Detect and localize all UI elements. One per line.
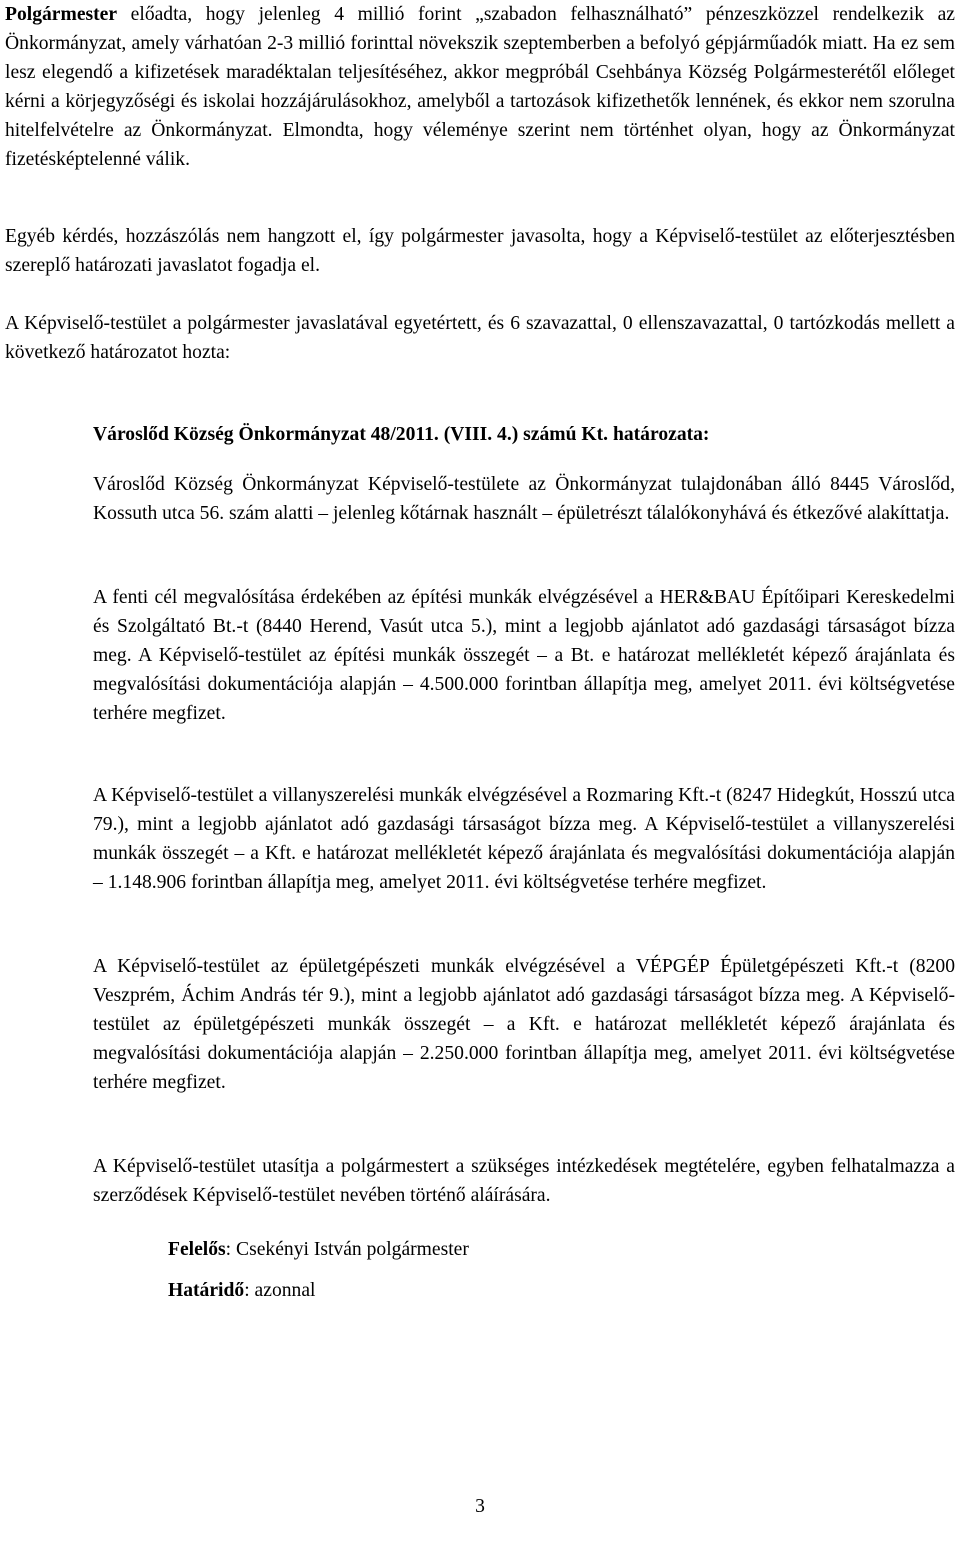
- responsible-line: [168, 1235, 469, 1264]
- page-number: 3: [475, 1496, 485, 1517]
- paragraph-mayor-text: előadta, hogy jelenleg 4 millió forint „szabadon felhasználható” pénzeszközzel rendelkezik az Önkormányzat, amely várhatóan 2-3 millió forinttal növekszik szeptemberben a befolyó gépjárműadók miatt. Ha ez sem lesz elegendő a kifizetések maradéktalan teljesítéséhez, akkor megpróbál Csehbánya Község Polgármesterétől előleget kérni a körjegyzőségi és iskolai hozzájárulásokhoz, amelyből a tartozások kifizethetők lennének, és ekkor nem szorulna hitelfelvételre az Önkormányzat. Elmondta, hogy véleménye szerint nem történhet olyan, hogy az Önkormányzat fizetésképtelenné válik.: [5, 4, 955, 170]
- resolution-paragraph-3: A Képviselő-testület a villanyszerelési munkák elvégzésével a Rozmaring Kft.-t (8247 Hidegkút, Hosszú utca 79.), mint a legjobb ajánlatot adó gazdasági társaságot bízza meg. A Képviselő-testület a villanyszerelési munkák összegét – a Kft. e határozat mellékletét képező árajánlata és megvalósítási dokumentációja alapján – 1.148.906 forintban állapítja meg, amelyet 2011. évi költségvetése terhére megfizet.: [93, 785, 955, 893]
- paragraph-vote: A Képviselő-testület a polgármester javaslatával egyetértett, és 6 szavazattal, 0 ellenszavazattal, 0 tartózkodás mellett a következő határozatot hozta:: [5, 313, 955, 363]
- resolution-paragraph-5: A Képviselő-testület utasítja a polgármestert a szükséges intézkedések megtételére, egyben felhatalmazza a szerződések Képviselő-testület nevében történő aláírására.: [93, 1156, 955, 1206]
- paragraph-mayor-report: [5, 0, 955, 174]
- responsible-label: Felelős: [168, 1239, 226, 1260]
- resolution-paragraph-2: A fenti cél megvalósítása érdekében az építési munkák elvégzésével a HER&BAU Építőipari Kereskedelmi és Szolgáltató Bt.-t (8440 Herend, Vasút utca 5.), mint a legjobb ajánlatot adó gazdasági társaságot bízza meg. A Képviselő-testület az építési munkák összegét – a Bt. e határozat mellékletét képező árajánlata és megvalósítási dokumentációja alapján – 4.500.000 forintban állapítja meg, amelyet 2011. évi költségvetése terhére megfizet.: [93, 587, 955, 724]
- deadline-value: : azonnal: [244, 1280, 316, 1301]
- deadline-label: Határidő: [168, 1280, 245, 1301]
- paragraph-proposal: Egyéb kérdés, hozzászólás nem hangzott el, így polgármester javasolta, hogy a Képviselő-testület az előterjesztésben szereplő határozati javaslatot fogadja el.: [5, 226, 955, 276]
- responsible-value: : Csekényi István polgármester: [225, 1239, 469, 1260]
- resolution-paragraph-4: A Képviselő-testület az épületgépészeti munkák elvégzésével a VÉPGÉP Épületgépészeti Kft.-t (8200 Veszprém, Áchim András tér 9.), mint a legjobb ajánlatot adó gazdasági társaságot bízza meg. A Képviselő-testület az épületgépészeti munkák összegét – a Kft. e határozat mellékletét képező árajánlata és megvalósítási dokumentációja alapján – 2.250.000 forintban állapítja meg, amelyet 2011. évi költségvetése terhére megfizet.: [93, 956, 955, 1093]
- resolution-paragraph-1: Városlőd Község Önkormányzat Képviselő-testülete az Önkormányzat tulajdonában álló 8445 Városlőd, Kossuth utca 56. szám alatti – jelenleg kőtárnak használt – épületrészt tálalókonyhává és étkezővé alakíttatja.: [93, 474, 955, 524]
- paragraph-lead-mayor: Polgármester: [5, 4, 118, 25]
- deadline-line: [168, 1276, 315, 1305]
- resolution-title: Városlőd Község Önkormányzat 48/2011. (VIII. 4.) számú Kt. határozata:: [93, 424, 710, 445]
